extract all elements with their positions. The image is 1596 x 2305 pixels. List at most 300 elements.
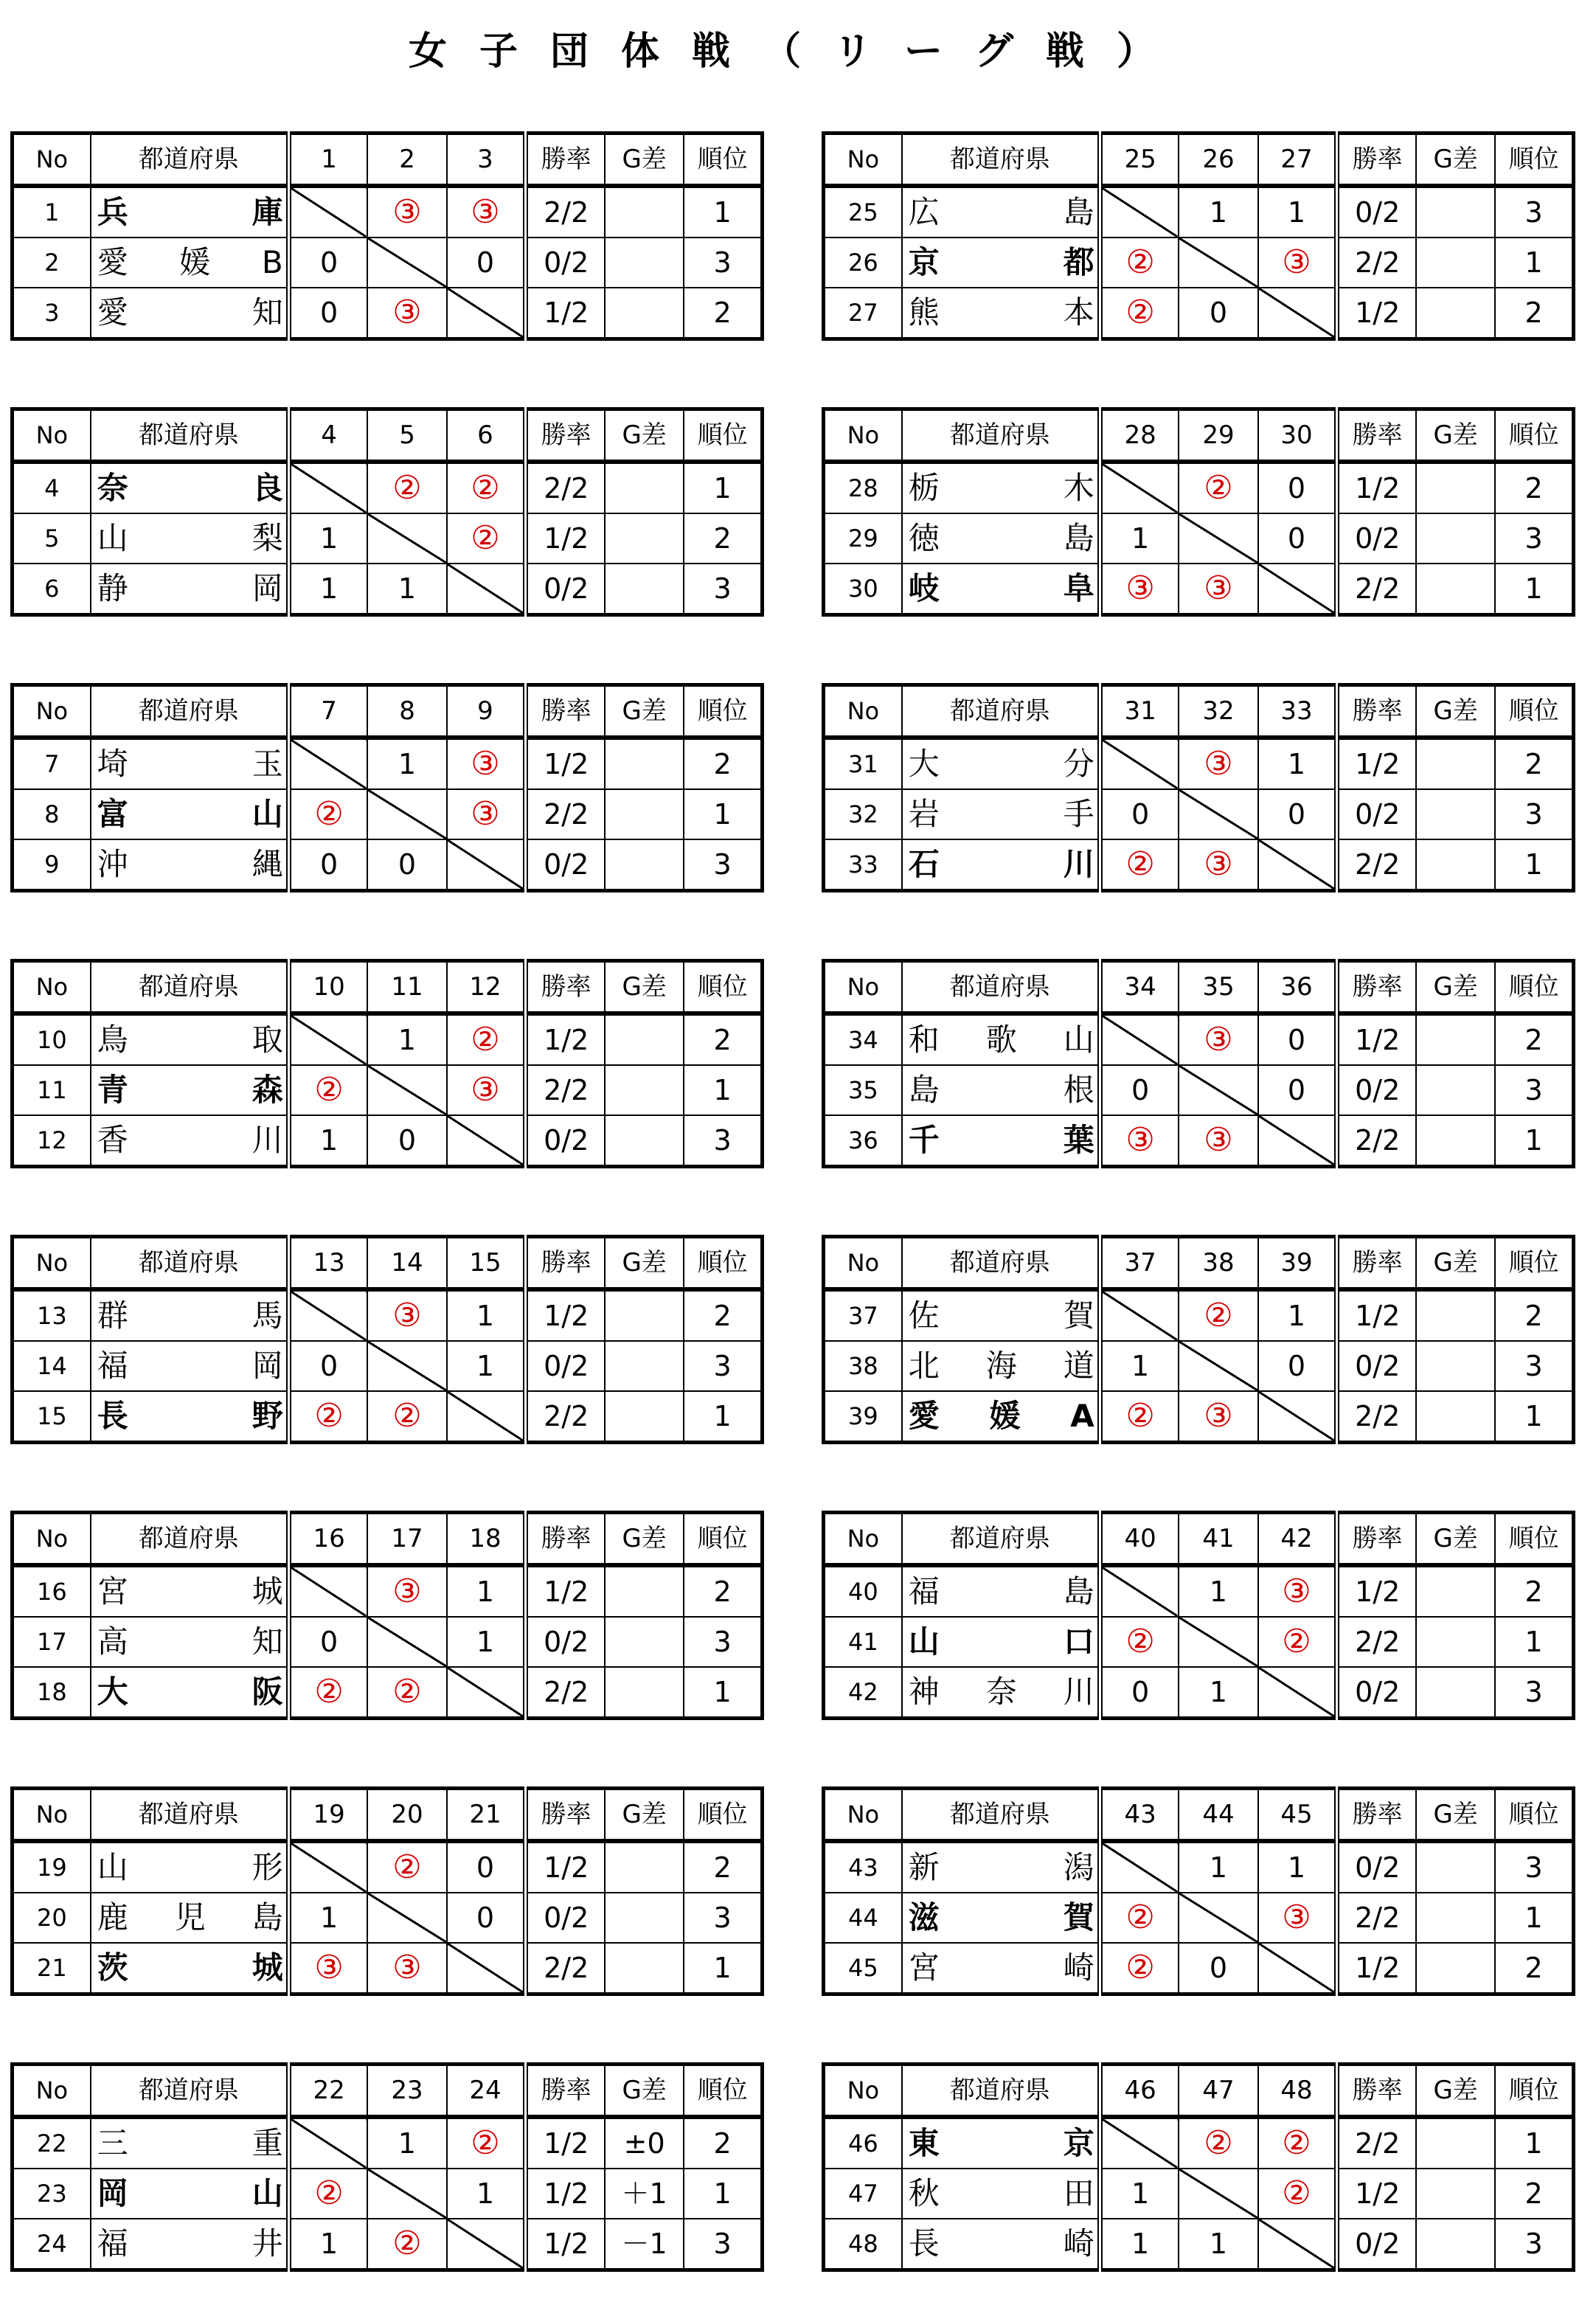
game-diff (605, 1115, 684, 1167)
match-result: ② (367, 1841, 446, 1893)
header-rank: 順位 (1495, 1789, 1573, 1842)
table-row (13, 1943, 763, 1994)
win-rate: 1/2 (1337, 2169, 1416, 2219)
header-rank: 順位 (1495, 1513, 1573, 1566)
self-match-cell (367, 1617, 446, 1667)
header-opponent-no: 6 (447, 409, 526, 462)
game-diff (1416, 2219, 1495, 2270)
game-diff (1416, 789, 1495, 839)
header-win-rate: 勝率 (1337, 685, 1416, 738)
game-diff (605, 789, 684, 839)
game-diff (1416, 462, 1495, 513)
game-diff (1416, 2169, 1495, 2219)
header-no: No (13, 134, 91, 187)
match-result: 0 (447, 1841, 526, 1893)
header-opponent-no: 47 (1179, 2065, 1257, 2118)
game-diff: ±0 (605, 2117, 684, 2169)
match-result: 0 (1258, 1065, 1337, 1115)
game-diff (605, 238, 684, 288)
header-win-rate: 勝率 (1337, 1513, 1416, 1566)
match-result: 0 (288, 1617, 367, 1667)
match-result: ② (1100, 1617, 1179, 1667)
header-prefecture: 都道府県 (91, 685, 289, 738)
game-diff (1416, 1617, 1495, 1667)
match-result: ③ (447, 789, 526, 839)
team-name-cell (902, 1391, 1100, 1443)
table-row (824, 462, 1574, 513)
header-prefecture: 都道府県 (91, 961, 289, 1014)
match-result: ② (288, 2169, 367, 2219)
header-win-rate: 勝率 (1337, 1789, 1416, 1842)
team-name-cell (91, 738, 289, 789)
team-no: 12 (13, 1115, 91, 1167)
team-name-cell (91, 789, 289, 839)
game-diff (605, 1943, 684, 1994)
team-name-cell (91, 1841, 289, 1893)
league-table (822, 2062, 1575, 2272)
rank: 1 (1495, 564, 1573, 615)
header-rank: 順位 (684, 134, 762, 187)
league-table (10, 959, 764, 1168)
header-win-rate: 勝率 (526, 134, 605, 187)
team-name-cell (902, 238, 1100, 288)
self-match-cell (1179, 2169, 1257, 2219)
rank: 2 (684, 2117, 762, 2169)
team-name: 高 知 (97, 1623, 283, 1660)
table-row (824, 1391, 1574, 1443)
win-rate: 1/2 (526, 1013, 605, 1065)
match-result: 0 (447, 1893, 526, 1943)
game-diff (1416, 1893, 1495, 1943)
self-match-cell (288, 1013, 367, 1065)
header-opponent-no: 36 (1258, 961, 1337, 1014)
rank: 3 (1495, 1667, 1573, 1719)
league-table (10, 131, 764, 341)
team-name: 長 野 (97, 1398, 283, 1434)
team-no: 8 (13, 789, 91, 839)
team-no: 33 (824, 839, 902, 891)
self-match-cell (1100, 1565, 1179, 1617)
table-header-row (13, 409, 763, 462)
team-name-cell (91, 2169, 289, 2219)
team-no: 27 (824, 288, 902, 339)
game-diff (605, 1391, 684, 1443)
self-match-cell (447, 839, 526, 891)
match-result: 1 (288, 564, 367, 615)
win-rate: 0/2 (1337, 1341, 1416, 1391)
team-no: 14 (13, 1341, 91, 1391)
match-result: ② (1100, 238, 1179, 288)
rank: 3 (684, 564, 762, 615)
win-rate: 2/2 (526, 1943, 605, 1994)
table-header-row (824, 1789, 1574, 1842)
header-opponent-no: 2 (367, 134, 446, 187)
self-match-cell (367, 1065, 446, 1115)
header-opponent-no: 30 (1258, 409, 1337, 462)
self-match-cell (447, 1391, 526, 1443)
team-name: 福 島 (908, 1573, 1094, 1609)
team-name-cell (91, 1667, 289, 1719)
match-result: ② (447, 2117, 526, 2169)
table-header-row (824, 961, 1574, 1014)
header-rank: 順位 (1495, 1237, 1573, 1290)
header-opponent-no: 39 (1258, 1237, 1337, 1290)
match-result: 0 (1258, 789, 1337, 839)
game-diff (605, 1841, 684, 1893)
match-result: ③ (288, 1943, 367, 1994)
team-name: 大 分 (908, 746, 1094, 782)
header-no: No (824, 961, 902, 1014)
self-match-cell (367, 238, 446, 288)
table-row (824, 2169, 1574, 2219)
league-table (822, 1786, 1575, 1996)
match-result: ③ (1258, 1893, 1337, 1943)
team-no: 23 (13, 2169, 91, 2219)
table-row (824, 738, 1574, 789)
table-row (824, 1893, 1574, 1943)
table-row (13, 1841, 763, 1893)
self-match-cell (367, 789, 446, 839)
team-name: 佐 賀 (908, 1297, 1094, 1334)
table-header-row (13, 1789, 763, 1842)
header-opponent-no: 42 (1258, 1513, 1337, 1566)
rank: 2 (1495, 1565, 1573, 1617)
header-rank: 順位 (1495, 961, 1573, 1014)
match-result: 0 (1179, 288, 1257, 339)
match-result: ② (1179, 2117, 1257, 2169)
game-diff (1416, 1341, 1495, 1391)
team-name-cell (91, 2219, 289, 2270)
header-opponent-no: 34 (1100, 961, 1179, 1014)
table-row (824, 288, 1574, 339)
win-rate: 2/2 (1337, 1893, 1416, 1943)
team-name-cell (902, 738, 1100, 789)
match-result: ② (1100, 839, 1179, 891)
win-rate: 1/2 (1337, 1289, 1416, 1341)
table-row (13, 462, 763, 513)
match-result: 1 (1258, 186, 1337, 238)
game-diff (1416, 186, 1495, 238)
header-opponent-no: 15 (447, 1237, 526, 1290)
match-result: 1 (367, 2117, 446, 2169)
header-win-rate: 勝率 (526, 1237, 605, 1290)
rank: 3 (1495, 1341, 1573, 1391)
match-result: 1 (447, 2169, 526, 2219)
self-match-cell (1258, 288, 1337, 339)
table-row (13, 1115, 763, 1167)
header-opponent-no: 40 (1100, 1513, 1179, 1566)
header-win-rate: 勝率 (526, 2065, 605, 2118)
win-rate: 1/2 (526, 1289, 605, 1341)
rank: 3 (1495, 186, 1573, 238)
match-result: 0 (1100, 1065, 1179, 1115)
team-no: 2 (13, 238, 91, 288)
team-name: 山 梨 (97, 520, 283, 556)
header-prefecture: 都道府県 (902, 961, 1100, 1014)
header-no: No (13, 2065, 91, 2118)
team-name: 静 岡 (97, 570, 283, 606)
match-result: ② (1100, 288, 1179, 339)
win-rate: 0/2 (526, 1341, 605, 1391)
match-result: ③ (367, 1565, 446, 1617)
header-game-diff: G差 (1416, 685, 1495, 738)
self-match-cell (447, 564, 526, 615)
rank: 3 (684, 1617, 762, 1667)
self-match-cell (1258, 839, 1337, 891)
header-game-diff: G差 (1416, 1237, 1495, 1290)
match-result: ② (447, 1013, 526, 1065)
match-result: 0 (288, 839, 367, 891)
win-rate: 1/2 (526, 1841, 605, 1893)
header-prefecture: 都道府県 (91, 2065, 289, 2118)
header-prefecture: 都道府県 (902, 685, 1100, 738)
team-name: 岩 手 (908, 796, 1094, 832)
team-no: 7 (13, 738, 91, 789)
rank: 2 (684, 1565, 762, 1617)
self-match-cell (367, 1893, 446, 1943)
self-match-cell (1100, 2117, 1179, 2169)
team-name: 岐 阜 (908, 570, 1094, 606)
match-result: ② (1258, 1617, 1337, 1667)
game-diff (1416, 1065, 1495, 1115)
match-result: ② (367, 1391, 446, 1443)
game-diff (1416, 1013, 1495, 1065)
rank: 3 (684, 1893, 762, 1943)
header-game-diff: G差 (605, 1513, 684, 1566)
win-rate: 1/2 (1337, 288, 1416, 339)
team-no: 32 (824, 789, 902, 839)
rank: 1 (684, 2169, 762, 2219)
team-name: 熊 本 (908, 294, 1094, 330)
rank: 2 (684, 513, 762, 564)
header-game-diff: G差 (605, 961, 684, 1014)
team-name-cell (902, 288, 1100, 339)
table-row (13, 2117, 763, 2169)
game-diff (1416, 288, 1495, 339)
team-no: 1 (13, 186, 91, 238)
game-diff (1416, 238, 1495, 288)
game-diff (605, 564, 684, 615)
team-name: 福 岡 (97, 1348, 283, 1384)
rank: 2 (684, 1013, 762, 1065)
team-no: 9 (13, 839, 91, 891)
match-result: 0 (367, 1115, 446, 1167)
match-result: ② (288, 1065, 367, 1115)
self-match-cell (288, 1289, 367, 1341)
team-name-cell (91, 2117, 289, 2169)
match-result: 1 (367, 564, 446, 615)
header-opponent-no: 41 (1179, 1513, 1257, 1566)
game-diff (1416, 1667, 1495, 1719)
header-opponent-no: 23 (367, 2065, 446, 2118)
game-diff (605, 738, 684, 789)
self-match-cell (1100, 186, 1179, 238)
game-diff (1416, 1289, 1495, 1341)
table-header-row (824, 2065, 1574, 2118)
team-name-cell (91, 1013, 289, 1065)
win-rate: 0/2 (1337, 513, 1416, 564)
header-game-diff: G差 (605, 409, 684, 462)
header-rank: 順位 (684, 685, 762, 738)
match-result: 1 (447, 1289, 526, 1341)
team-no: 41 (824, 1617, 902, 1667)
team-no: 15 (13, 1391, 91, 1443)
match-result: 0 (1258, 1013, 1337, 1065)
header-rank: 順位 (684, 1513, 762, 1566)
match-result: 1 (1179, 1667, 1257, 1719)
team-no: 46 (824, 2117, 902, 2169)
header-game-diff: G差 (1416, 134, 1495, 187)
team-name-cell (902, 1289, 1100, 1341)
match-result: 1 (288, 1115, 367, 1167)
team-name-cell (902, 1893, 1100, 1943)
win-rate: 1/2 (1337, 1943, 1416, 1994)
match-result: 0 (288, 1341, 367, 1391)
table-row (824, 564, 1574, 615)
team-name: 三 重 (97, 2125, 283, 2161)
self-match-cell (1179, 1341, 1257, 1391)
header-game-diff: G差 (1416, 1789, 1495, 1842)
self-match-cell (1258, 2219, 1337, 2270)
team-name: 徳 島 (908, 520, 1094, 556)
game-diff (605, 513, 684, 564)
header-opponent-no: 21 (447, 1789, 526, 1842)
match-result: 0 (1258, 513, 1337, 564)
header-opponent-no: 26 (1179, 134, 1257, 187)
header-no: No (13, 1237, 91, 1290)
header-prefecture: 都道府県 (91, 1789, 289, 1842)
match-result: ③ (1179, 738, 1257, 789)
team-no: 29 (824, 513, 902, 564)
team-no: 24 (13, 2219, 91, 2270)
rank: 1 (1495, 1617, 1573, 1667)
self-match-cell (1100, 1013, 1179, 1065)
table-row (13, 1289, 763, 1341)
match-result: ② (1100, 1943, 1179, 1994)
header-opponent-no: 14 (367, 1237, 446, 1290)
table-row (13, 1565, 763, 1617)
match-result: 1 (447, 1341, 526, 1391)
self-match-cell (1258, 1115, 1337, 1167)
match-result: 1 (1100, 513, 1179, 564)
team-name: 東 京 (908, 2125, 1094, 2161)
league-table (822, 683, 1575, 892)
win-rate: 2/2 (526, 1065, 605, 1115)
header-opponent-no: 22 (288, 2065, 367, 2118)
rank: 1 (1495, 1893, 1573, 1943)
team-name: 新 潟 (908, 1849, 1094, 1885)
header-rank: 順位 (684, 2065, 762, 2118)
header-prefecture: 都道府県 (91, 409, 289, 462)
team-no: 11 (13, 1065, 91, 1115)
team-no: 21 (13, 1943, 91, 1994)
match-result: ② (288, 789, 367, 839)
win-rate: 2/2 (1337, 1391, 1416, 1443)
team-name: 福 井 (97, 2225, 283, 2261)
match-result: 1 (1258, 738, 1337, 789)
team-name-cell (91, 238, 289, 288)
header-opponent-no: 24 (447, 2065, 526, 2118)
rank: 3 (684, 2219, 762, 2270)
team-name: 宮 城 (97, 1573, 283, 1609)
header-opponent-no: 18 (447, 1513, 526, 1566)
table-row (824, 2219, 1574, 2270)
header-opponent-no: 48 (1258, 2065, 1337, 2118)
header-opponent-no: 31 (1100, 685, 1179, 738)
header-opponent-no: 43 (1100, 1789, 1179, 1842)
win-rate: 2/2 (1337, 839, 1416, 891)
match-result: 1 (1100, 2169, 1179, 2219)
win-rate: 1/2 (526, 513, 605, 564)
game-diff (1416, 1841, 1495, 1893)
header-opponent-no: 3 (447, 134, 526, 187)
self-match-cell (447, 1115, 526, 1167)
match-result: 0 (447, 238, 526, 288)
win-rate: 1/2 (526, 738, 605, 789)
self-match-cell (288, 2117, 367, 2169)
match-result: ② (288, 1391, 367, 1443)
match-result: 1 (447, 1565, 526, 1617)
header-rank: 順位 (684, 1237, 762, 1290)
rank: 2 (1495, 1943, 1573, 1994)
header-game-diff: G差 (1416, 409, 1495, 462)
game-diff (605, 462, 684, 513)
header-prefecture: 都道府県 (902, 409, 1100, 462)
self-match-cell (1100, 462, 1179, 513)
league-table (822, 959, 1575, 1168)
header-no: No (824, 1237, 902, 1290)
team-name-cell (902, 1341, 1100, 1391)
header-opponent-no: 19 (288, 1789, 367, 1842)
header-win-rate: 勝率 (1337, 2065, 1416, 2118)
rank: 1 (1495, 2117, 1573, 2169)
header-rank: 順位 (1495, 409, 1573, 462)
table-header-row (824, 409, 1574, 462)
header-no: No (824, 409, 902, 462)
game-diff (1416, 1943, 1495, 1994)
win-rate: 0/2 (1337, 186, 1416, 238)
header-win-rate: 勝率 (526, 961, 605, 1014)
team-name: 石 川 (908, 846, 1094, 882)
rank: 1 (1495, 839, 1573, 891)
header-opponent-no: 32 (1179, 685, 1257, 738)
game-diff (605, 1013, 684, 1065)
header-opponent-no: 35 (1179, 961, 1257, 1014)
match-result: 1 (1179, 1565, 1257, 1617)
team-name-cell (91, 1893, 289, 1943)
header-opponent-no: 45 (1258, 1789, 1337, 1842)
team-name-cell (902, 1841, 1100, 1893)
game-diff: －1 (605, 2219, 684, 2270)
team-no: 3 (13, 288, 91, 339)
match-result: 0 (1258, 1341, 1337, 1391)
page-title: 女子団体戦（リーグ戦） (408, 30, 1187, 74)
table-row (13, 1391, 763, 1443)
game-diff (605, 839, 684, 891)
team-name: 鹿 児 島 (97, 1899, 283, 1935)
match-result: 1 (288, 2219, 367, 2270)
match-result: ② (1258, 2169, 1337, 2219)
team-name: 京 都 (908, 244, 1094, 280)
table-header-row (13, 2065, 763, 2118)
league-table (822, 1235, 1575, 1444)
win-rate: 2/2 (526, 1391, 605, 1443)
team-no: 22 (13, 2117, 91, 2169)
team-no: 30 (824, 564, 902, 615)
team-name: 栃 木 (908, 470, 1094, 506)
rank: 2 (1495, 288, 1573, 339)
match-result: 0 (1258, 462, 1337, 513)
